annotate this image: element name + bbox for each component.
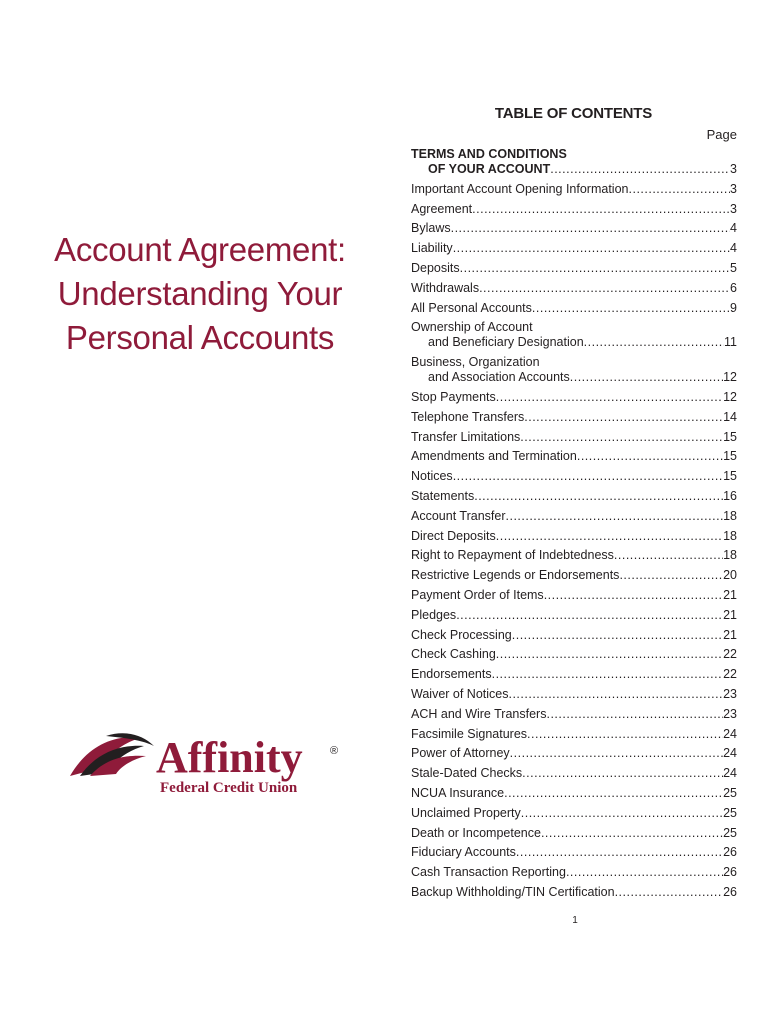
toc-entry-label: Notices [411, 469, 453, 484]
toc-entry[interactable] [411, 628, 737, 643]
toc-entry-label: All Personal Accounts [411, 300, 532, 315]
toc-entry-page: 14 [723, 409, 737, 424]
toc-entry-label: Agreement [411, 201, 473, 216]
logo-subtitle: Federal Credit Union [160, 780, 298, 796]
toc-entry-label: Withdrawals [411, 280, 480, 295]
toc-entry[interactable] [411, 301, 737, 316]
toc-entry-label: Backup Withholding/TIN Certification [411, 884, 615, 899]
toc-entry-page: 18 [723, 528, 737, 543]
toc-entry[interactable] [411, 885, 737, 900]
toc-entry-label: Pledges [411, 607, 457, 622]
toc-entry[interactable] [411, 826, 737, 841]
toc-entry-page: 20 [723, 568, 737, 583]
toc-entry-page: 21 [723, 587, 737, 602]
toc-entry[interactable] [411, 182, 737, 197]
toc-entry[interactable] [411, 667, 737, 682]
toc-entry-page: 25 [723, 825, 737, 840]
toc-entry-page: 22 [723, 667, 737, 682]
toc-entry-page: 24 [723, 766, 737, 781]
toc-entry[interactable] [411, 766, 737, 781]
toc-section-line2: OF YOUR ACCOUNT [428, 162, 551, 176]
toc-entry[interactable] [411, 449, 737, 464]
toc-page-label: Page [706, 127, 737, 142]
toc-entry[interactable] [411, 845, 737, 860]
toc-entry-page: 24 [723, 746, 737, 761]
toc-entry-label: Waiver of Notices [411, 686, 509, 701]
toc-entry[interactable] [411, 261, 737, 276]
toc-section-line1: TERMS AND CONDITIONS [411, 147, 567, 161]
toc-entry[interactable] [411, 707, 737, 722]
toc-list [411, 390, 737, 900]
toc-entry[interactable] [411, 806, 737, 821]
toc-entry-page: 15 [723, 449, 737, 464]
toc-entry-page: 9 [730, 300, 737, 315]
toc-entry[interactable] [411, 529, 737, 544]
toc-entry-page: 5 [730, 260, 737, 275]
toc-heading: TABLE OF CONTENTS [494, 105, 653, 122]
toc-entry[interactable] [411, 687, 737, 702]
toc-entry-page: 4 [730, 241, 737, 256]
toc-entry[interactable] [411, 786, 737, 801]
toc-entry-label: and Association Accounts [428, 370, 570, 385]
toc-entry-label: Important Account Opening Information [411, 181, 629, 196]
toc-entry-label: NCUA Insurance [411, 785, 505, 800]
logo-name: Affinity [156, 733, 303, 782]
toc-entry-page: 23 [723, 706, 737, 721]
toc-entry-page: 26 [723, 884, 737, 899]
toc-entry-page: 11 [724, 335, 737, 350]
toc-entry-page: 16 [723, 488, 737, 503]
toc-entry-page: 18 [723, 548, 737, 563]
toc-entry-label: Death or Incompetence [411, 825, 541, 840]
toc-entry[interactable] [411, 221, 737, 236]
toc-entry[interactable] [411, 202, 737, 217]
toc-entry-page: 6 [730, 280, 737, 295]
toc-entry-label: Endorsements [411, 667, 492, 682]
toc-entry-page: 21 [723, 607, 737, 622]
document-title [30, 228, 370, 360]
toc-entry-label: Account Transfer [411, 508, 506, 523]
toc-section-terms [411, 147, 737, 177]
toc-entry-label: Business, Organization [411, 355, 540, 370]
toc-entry-page: 22 [723, 647, 737, 662]
title-line-2: Understanding Your [57, 275, 343, 312]
toc-entry-page: 23 [723, 686, 737, 701]
toc-entry[interactable] [411, 390, 737, 405]
toc-entry-page: 24 [723, 726, 737, 741]
toc-entry-label: Restrictive Legends or Endorsements [411, 568, 620, 583]
toc-entry-label: Ownership of Account [411, 320, 533, 335]
title-line-1: Account Agreement: [54, 231, 346, 268]
toc-entry-ownership[interactable] [411, 320, 737, 350]
toc-entry-page: 25 [723, 785, 737, 800]
toc-entry-page: 25 [723, 805, 737, 820]
toc-entry-page: 3 [730, 181, 737, 196]
toc-entry-page: 4 [730, 221, 737, 236]
toc-list [411, 182, 737, 316]
toc-entry[interactable] [411, 865, 737, 880]
toc-entry-page: 26 [723, 865, 737, 880]
toc-entry-label: ACH and Wire Transfers [411, 706, 547, 721]
toc-entry-page: 26 [723, 845, 737, 860]
toc-entry-label: Payment Order of Items [411, 587, 544, 602]
toc-entry-page: 18 [723, 508, 737, 523]
toc-entry[interactable] [411, 568, 737, 583]
toc-entry-label: Telephone Transfers [411, 409, 525, 424]
toc-entry[interactable] [411, 241, 737, 256]
toc-entry-label: Power of Attorney [411, 746, 510, 761]
toc-entry-page: 12 [723, 389, 737, 404]
toc-section-page: 3 [730, 162, 737, 176]
logo-registered: ® [330, 745, 339, 757]
toc-entry-label: Stop Payments [411, 389, 496, 404]
toc-entry-label: Cash Transaction Reporting [411, 865, 566, 880]
toc-entry[interactable] [411, 430, 737, 445]
toc-entry-label: Deposits [411, 260, 460, 275]
toc-entry-label: Right to Repayment of Indebtedness [411, 548, 614, 563]
toc-entry-business[interactable] [411, 355, 737, 385]
toc-entry-label: and Beneficiary Designation [428, 335, 584, 350]
toc-entry-label: Bylaws [411, 221, 451, 236]
toc-entry-page: 21 [723, 627, 737, 642]
toc-entry-page: 15 [723, 469, 737, 484]
toc-entry[interactable] [411, 608, 737, 623]
toc-entry[interactable] [411, 727, 737, 742]
toc-entry-page: 12 [723, 370, 737, 385]
toc-entry[interactable] [411, 746, 737, 761]
toc-entry[interactable] [411, 469, 737, 484]
toc-entry-label: Statements [411, 488, 475, 503]
toc-entry-label: Stale-Dated Checks [411, 766, 523, 781]
toc-entry-label: Direct Deposits [411, 528, 496, 543]
toc-entry[interactable] [411, 588, 737, 603]
toc-entry-label: Transfer Limitations [411, 429, 521, 444]
title-line-3: Personal Accounts [65, 319, 335, 356]
toc-entry-page: 3 [730, 201, 737, 216]
toc-entry[interactable] [411, 410, 737, 425]
toc-entry[interactable] [411, 281, 737, 296]
page-number: 1 [572, 915, 578, 926]
toc-entry-label: Amendments and Termination [411, 449, 577, 464]
toc-entry[interactable] [411, 489, 737, 504]
affinity-swoosh-icon [66, 728, 346, 800]
toc-entry-label: Check Processing [411, 627, 512, 642]
toc-entry-label: Unclaimed Property [411, 805, 521, 820]
toc-entry-label: Check Cashing [411, 647, 496, 662]
toc-entry[interactable] [411, 647, 737, 662]
toc-entry[interactable] [411, 548, 737, 563]
toc-entry-label: Fiduciary Accounts [411, 845, 516, 860]
toc-entry-label: Facsimile Signatures [411, 726, 528, 741]
toc-entry-page: 15 [723, 429, 737, 444]
toc-entry-label: Liability [411, 241, 453, 256]
toc-entry[interactable] [411, 509, 737, 524]
table-of-contents [411, 147, 737, 905]
affinity-logo [66, 728, 346, 800]
